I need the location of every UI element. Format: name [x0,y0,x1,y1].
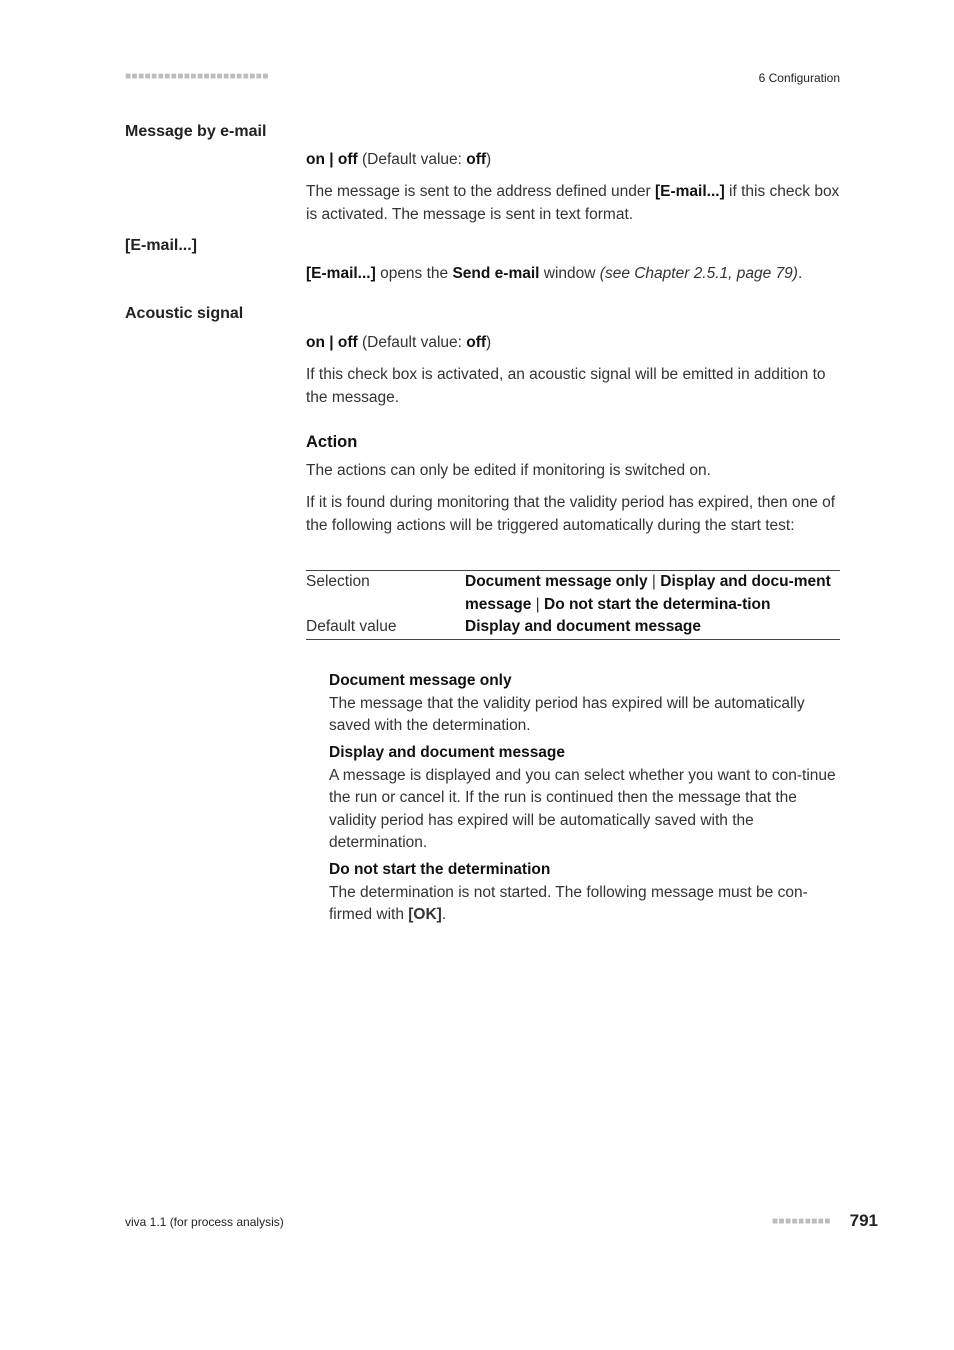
default-suffix: ) [486,151,492,168]
option-document-message-only [329,670,841,738]
param-label-acoustic-signal: Acoustic signal [125,305,244,322]
option-display-and-document [329,742,841,855]
default-prefix: (Default value: [357,334,467,351]
default-value: off [466,151,487,168]
action-paragraph-2: If it is found during monitoring that the validity period has expired, then one of the following actions will be triggered automatically during the start test: [306,494,836,534]
option-desc: The message that the validity period has expired will be automatically saved with the determination. [329,694,805,734]
table-key: Default value [306,616,465,639]
chapter-reference-link[interactable]: (see Chapter 2.5.1, page 79) [599,265,798,282]
footer-decoration: ■■■■■■■■■ [772,1216,831,1227]
separator: | [531,595,544,613]
separator: | [647,573,661,590]
param-label-message-by-email: Message by e-mail [125,123,267,140]
option-desc: A message is displayed and you can select whether you want to con-tinue the run or cancel it. If the run is continued then the message that the validity period has expired will be automatically saved with the determination. [329,766,836,851]
header-decoration: ■■■■■■■■■■■■■■■■■■■■■■ [125,71,269,82]
selection-option: Display and docu-ment message [465,573,831,613]
param-desc-acoustic-signal: If this check box is activated, an acoustic signal will be emitted in addition to the message. [306,366,826,406]
table-key: Selection [306,571,465,617]
onoff-text: on | off [306,334,358,351]
param-desc-message-by-email [306,181,840,226]
option-title: Do not start the determination [329,861,551,878]
desc-bold: [E-mail...] [654,183,725,200]
action-parameter-table [306,570,840,640]
option-title: Display and document message [329,744,566,761]
default-prefix: (Default value: [357,151,467,168]
selection-option: Document message only [465,573,648,590]
table-row-selection [306,571,840,617]
footer-product-name: viva 1.1 (for process analysis) [125,1215,284,1229]
default-value: off [466,334,487,351]
table-value-default: Display and document message [465,616,840,639]
option-desc: . [441,906,447,923]
option-desc-bold: [OK] [408,906,442,923]
desc-text: . [797,265,803,282]
option-do-not-start [329,859,841,927]
desc-text: The message is sent to the address defined under [306,183,655,200]
desc-text: opens the [375,265,453,282]
option-desc: The determination is not started. The following message must be con-firmed with [329,883,808,923]
param-label-email-button: [E-mail...] [125,237,198,254]
desc-bold: Send e-mail [452,265,540,282]
desc-text: if this check box is activated. The message is sent in text format. [306,183,840,223]
param-onoff-message-by-email [306,149,840,172]
section-heading-action: Action [306,433,358,451]
action-paragraph-1: The actions can only be edited if monitoring is switched on. [306,462,711,479]
desc-text: window [539,265,600,282]
onoff-text: on | off [306,151,358,168]
table-value-selection [465,571,840,617]
desc-bold: [E-mail...] [306,265,376,282]
selection-option: Do not start the determina-tion [544,595,771,613]
table-row-default [306,616,840,639]
param-onoff-acoustic-signal [306,332,840,355]
param-desc-email-button [306,263,840,286]
page-number: 791 [849,1211,878,1230]
running-header-chapter: 6 Configuration [758,71,840,85]
option-title: Document message only [329,672,512,689]
default-suffix: ) [486,334,492,351]
